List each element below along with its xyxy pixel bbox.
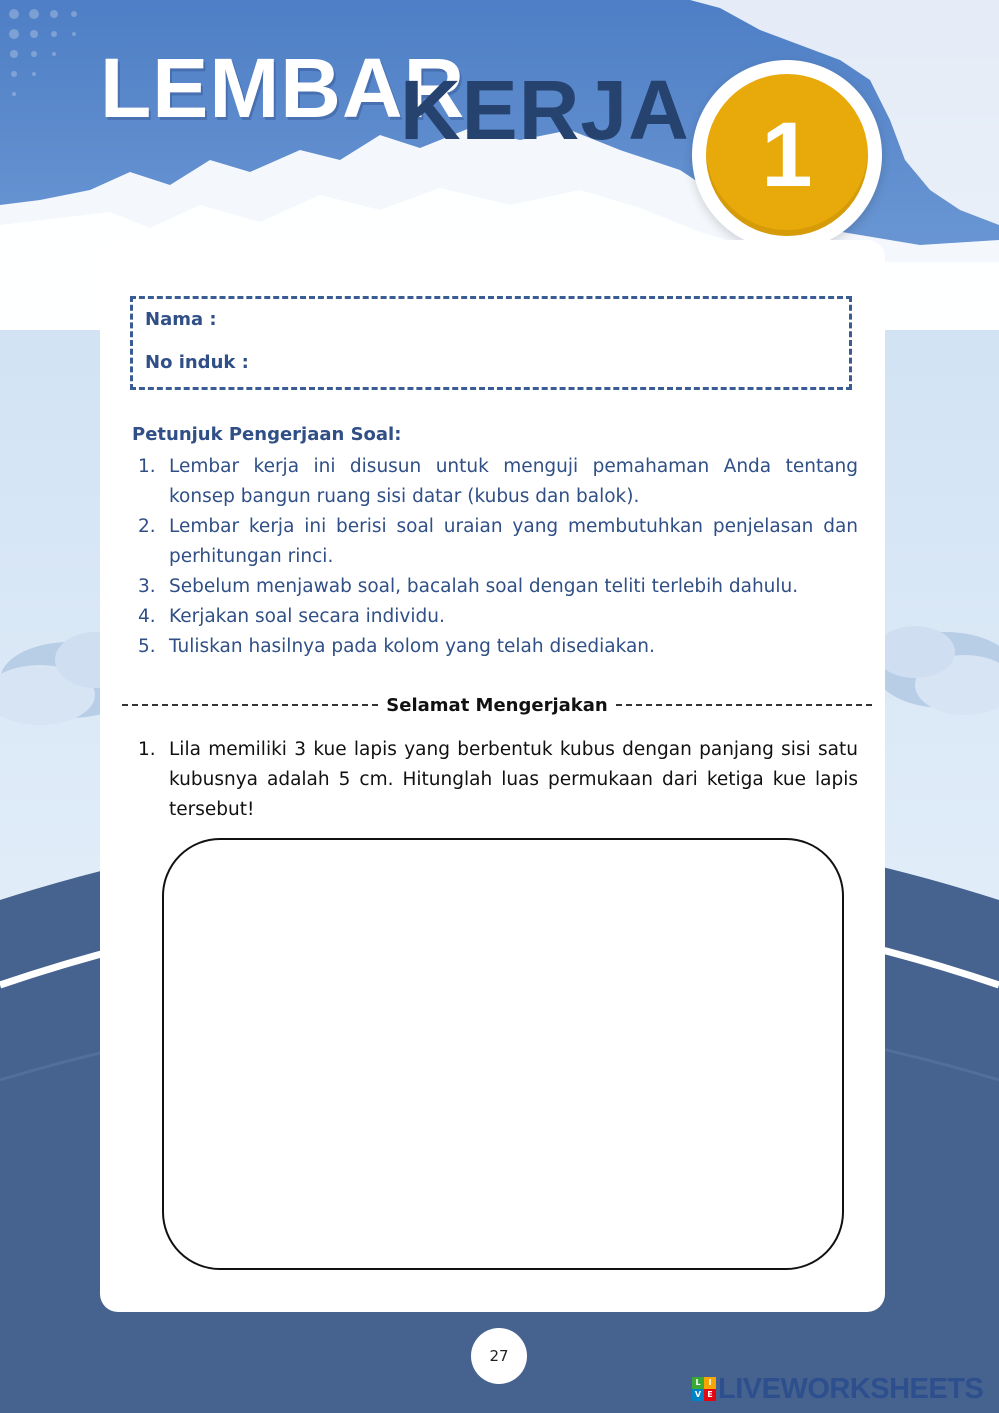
title-lembar: LEMBAR (100, 41, 466, 135)
instruction-item (138, 512, 858, 572)
instruction-number: 4. (138, 606, 156, 627)
instruction-text: Sebelum menjawab soal, bacalah soal dengan teliti terlebih dahulu. (169, 576, 799, 597)
name-label: Nama : (145, 309, 217, 330)
instruction-text: Lembar kerja ini berisi soal uraian yang membutuhkan penjelasan dan perhitungan rinci. (169, 516, 858, 567)
liveworksheets-logo (692, 1373, 983, 1405)
instruction-text: Kerjakan soal secara individu. (169, 606, 445, 627)
worksheet-number-badge (692, 60, 882, 250)
worksheet-number: 1 (706, 74, 868, 236)
question-text: Lila memiliki 3 kue lapis yang berbentuk kubus dengan panjang sisi satu kubusnya adalah 5 cm. Hitunglah luas permukaan dari ketiga kue lapis tersebut! (169, 739, 858, 820)
instruction-item (138, 572, 858, 602)
question-1 (138, 735, 858, 825)
identity-box (130, 296, 852, 390)
instruction-item (138, 632, 858, 662)
instructions-title: Petunjuk Pengerjaan Soal: (132, 424, 402, 445)
section-divider (122, 692, 872, 718)
instruction-number: 1. (138, 456, 156, 477)
instruction-text: Tuliskan hasilnya pada kolom yang telah disediakan. (169, 636, 655, 657)
instruction-number: 5. (138, 636, 156, 657)
divider-text: Selamat Mengerjakan (386, 694, 608, 716)
liveworksheets-logo-icon: L I V E (692, 1377, 716, 1401)
instruction-item (138, 452, 858, 512)
page-number: 27 (471, 1328, 527, 1384)
liveworksheets-wordmark: LIVEWORKSHEETS (718, 1372, 984, 1405)
divider-dash-left (122, 704, 378, 706)
instruction-number: 3. (138, 576, 156, 597)
instruction-text: Lembar kerja ini disusun untuk menguji pemahaman Anda tentang konsep bangun ruang sisi datar (kubus dan balok). (169, 456, 858, 507)
divider-dash-right (616, 704, 872, 706)
instructions-list (138, 452, 858, 662)
question-number: 1. (138, 739, 156, 760)
instruction-item (138, 602, 858, 632)
title-kerja: KERJA (400, 63, 690, 157)
answer-input-box[interactable] (162, 838, 844, 1270)
id-number-label: No induk : (145, 352, 249, 373)
instruction-number: 2. (138, 516, 156, 537)
